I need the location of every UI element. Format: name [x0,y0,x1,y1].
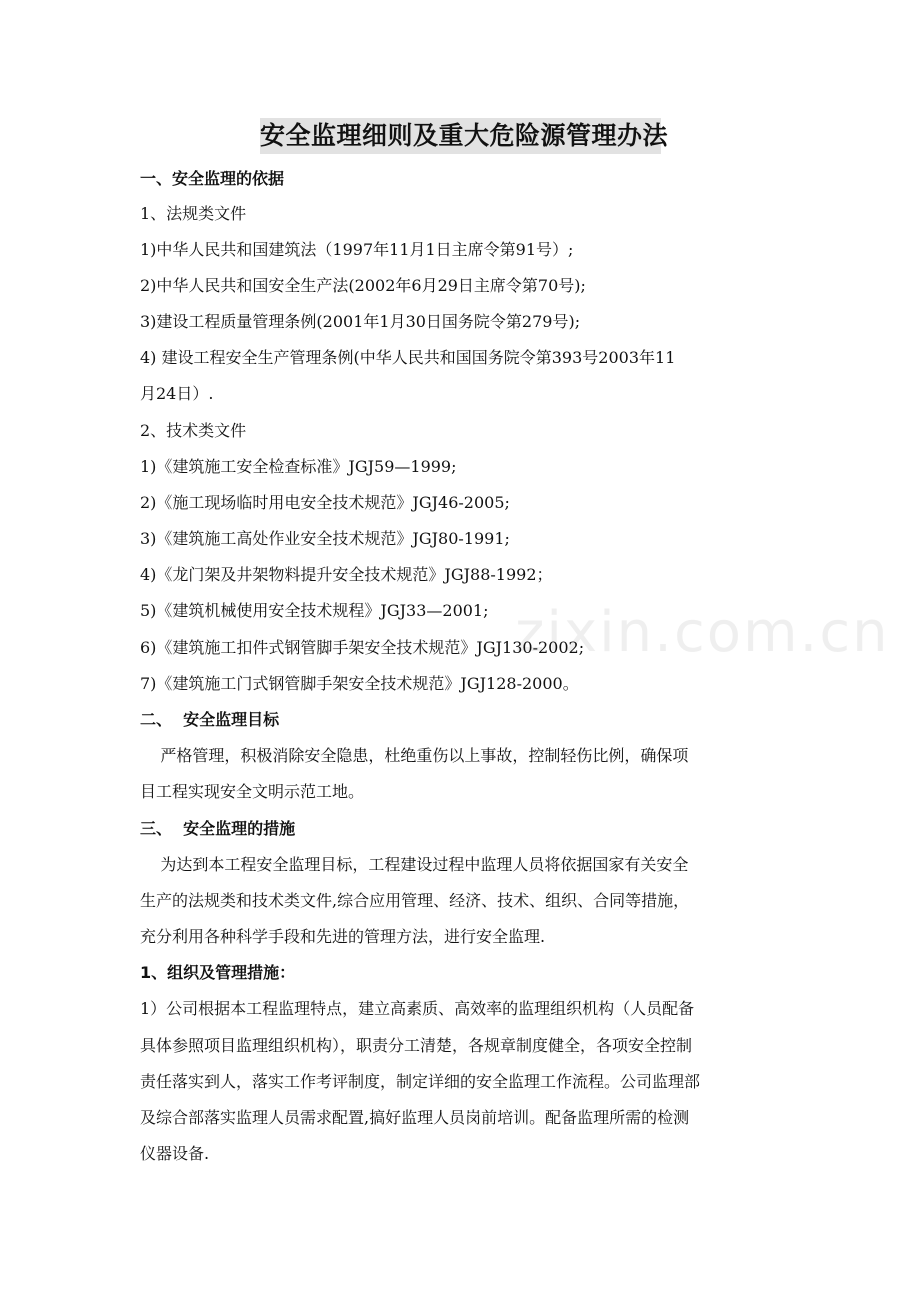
list-item: 5)《建筑机械使用安全技术规程》JGJ33—2001; [140,601,489,620]
paragraph-line: 目工程实现安全文明示范工地。 [140,782,365,801]
list-item: 7)《建筑施工门式钢管脚手架安全技术规范》JGJ128-2000。 [140,674,579,693]
list-item: 4) 建设工程安全生产管理条例(中华人民共和国国务院令第393号2003年11 [140,348,676,367]
list-item-continuation: 月24日）. [140,384,214,403]
section-heading-2: 二、 安全监理目标 [140,710,280,729]
paragraph-line: 生产的法规类和技术类文件,综合应用管理、经济、技术、组织、合同等措施， [140,891,690,910]
list-item: 2)《施工现场临时用电安全技术规范》JGJ46-2005; [140,493,510,512]
paragraph-line: 为达到本工程安全监理目标，工程建设过程中监理人员将依据国家有关安全 [140,855,689,874]
list-item: 1)中华人民共和国建筑法（1997年11月1日主席令第91号）; [140,240,574,259]
subheading-technical: 2、技术类文件 [140,421,247,440]
section-heading-3: 三、 安全监理的措施 [140,819,296,838]
list-item: 3)《建筑施工高处作业安全技术规范》JGJ80-1991; [140,529,510,548]
list-item: 4)《龙门架及井架物料提升安全技术规范》JGJ88-1992； [140,565,553,584]
subheading-organization: 1、组织及管理措施： [140,963,296,982]
list-item: 1)《建筑施工安全检查标准》JGJ59—1999; [140,457,457,476]
paragraph-line: 责任落实到人，落实工作考评制度，制定详细的安全监理工作流程。公司监理部 [140,1072,701,1091]
list-item: 2)中华人民共和国安全生产法(2002年6月29日主席令第70号); [140,276,586,295]
subheading-regulations: 1、法规类文件 [140,204,247,223]
list-item: 3)建设工程质量管理条例(2001年1月30日国务院令第279号); [140,312,581,331]
page-title: 安全监理细则及重大危险源管理办法 [260,118,661,154]
paragraph-line: 1）公司根据本工程监理特点，建立高素质、高效率的监理组织机构（人员配备 [140,999,695,1018]
paragraph-line: 及综合部落实监理人员需求配置,搞好监理人员岗前培训。配备监理所需的检测 [140,1108,690,1127]
watermark: zixin.com.cn [515,600,890,665]
section-heading-1: 一、安全监理的依据 [140,169,285,188]
paragraph-line: 充分利用各种科学手段和先进的管理方法，进行安全监理. [140,927,546,946]
paragraph-line: 具体参照项目监理组织机构），职责分工清楚，各规章制度健全，各项安全控制 [140,1036,693,1055]
paragraph-line: 仪器设备. [140,1144,210,1163]
list-item: 6)《建筑施工扣件式钢管脚手架安全技术规范》JGJ130-2002; [140,638,585,657]
paragraph-line: 严格管理，积极消除安全隐患，杜绝重伤以上事故，控制轻伤比例，确保项 [140,746,689,765]
